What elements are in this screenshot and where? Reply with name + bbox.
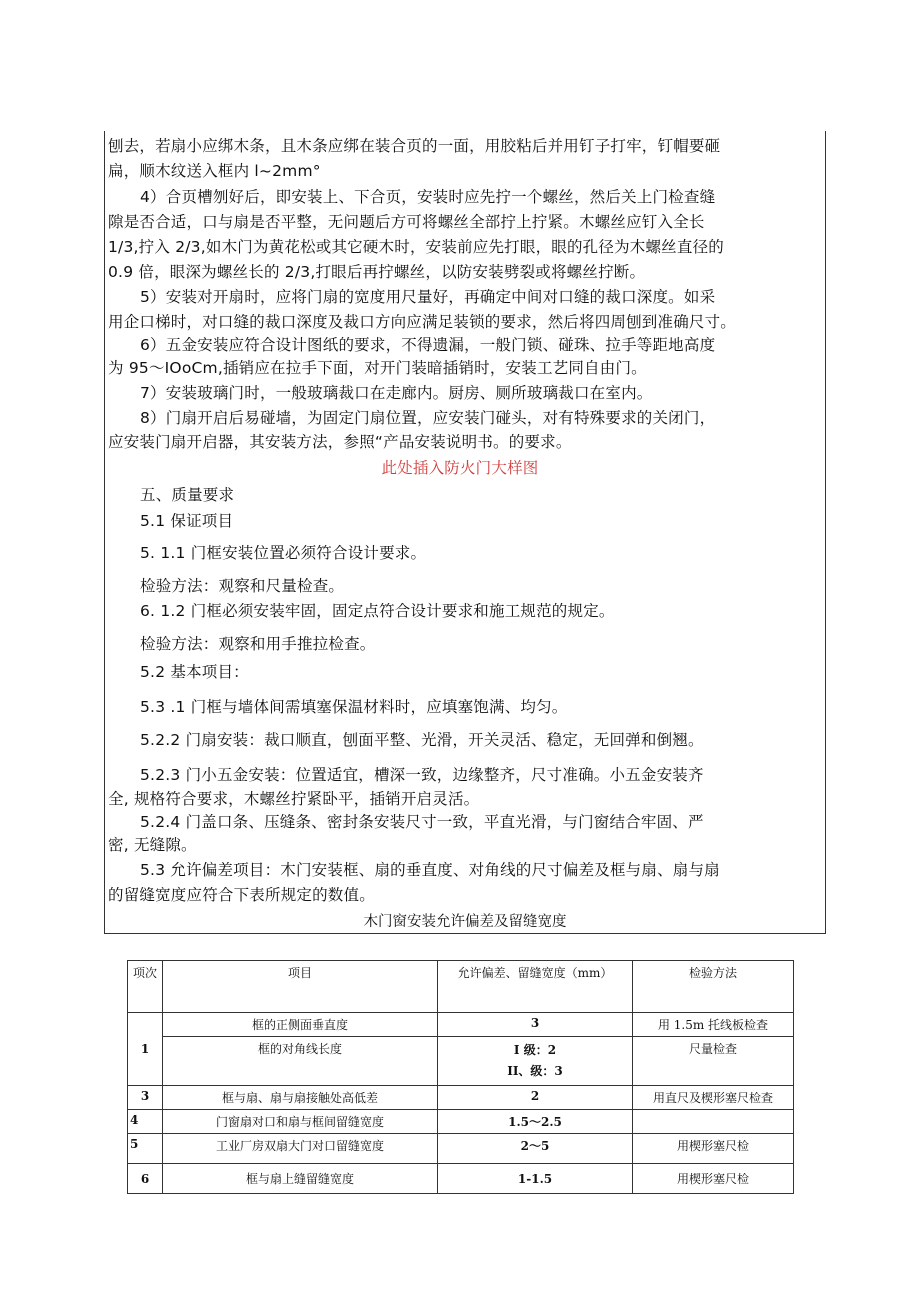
text-line: 8）门扇开启后易碰墙，为固定门扇位置，应安装门碰头，对有特殊要求的关闭门， xyxy=(140,409,716,427)
row-value: 1.5～2.5 xyxy=(438,1110,633,1134)
row-no: 4 xyxy=(128,1110,163,1134)
text-line: 应安装门扇开启器，其安装方法，参照“产品安装说明书。的要求。 xyxy=(108,433,572,451)
section-heading: 五、质量要求 xyxy=(140,486,235,504)
row-item: 框与扇上缝留缝宽度 xyxy=(163,1164,438,1194)
row-no: 1 xyxy=(128,1013,163,1086)
text-line: 7）安装玻璃门时，一般玻璃裁口在走廊内。厨房、厕所玻璃裁口在室内。 xyxy=(140,384,653,402)
text-line: 4）合页槽刎好后，即安装上、下合页，安装时应先拧一个螺丝，然后关上门检查缝 xyxy=(140,188,716,206)
table-row xyxy=(128,1134,794,1164)
text-line: 的留缝宽度应符合下表所规定的数值。 xyxy=(108,886,375,904)
text-line: 6. 1.2 门框必须安装牢固，固定点符合设计要求和施工规范的规定。 xyxy=(140,602,615,620)
text-line: 5.3 .1 门框与墙体间需填塞保温材料时，应填塞饱满、均匀。 xyxy=(140,698,568,716)
row-method: 用 1.5m 托线板检查 xyxy=(633,1013,794,1037)
figure-placeholder: 此处插入防火门大样图 xyxy=(381,459,539,477)
table-header-row xyxy=(128,961,794,1013)
row-value xyxy=(438,1037,633,1086)
text-line: 检验方法：观察和尺量检查。 xyxy=(140,577,345,595)
text-line: 检验方法：观察和用手推拉检查。 xyxy=(140,635,376,653)
text-line: 5.2 基本项目： xyxy=(140,663,249,681)
text-line: 5.2.3 门小五金安装：位置适宜，槽深一致，边缘整齐，尺寸准确。小五金安装齐 xyxy=(140,766,704,784)
row-value: 1-1.5 xyxy=(438,1164,633,1194)
row-method: 尺量检查 xyxy=(633,1037,794,1086)
text-line: 扁，顺木纹送入框内 l~2mm° xyxy=(108,162,321,180)
text-line: 5.3 允许偏差项目：木门安装框、扇的垂直度、对角线的尺寸偏差及框与扇、扇与扇 xyxy=(140,861,720,879)
header-item: 项目 xyxy=(163,961,438,1013)
row-value: 3 xyxy=(438,1013,633,1037)
text-line: 6）五金安装应符合设计图纸的要求，不得遗漏，一般门锁、碰珠、拉手等距地高度 xyxy=(140,336,716,354)
row-value: 2 xyxy=(438,1086,633,1110)
table-row xyxy=(128,1037,794,1086)
text-line: 为 95～IOoCm,插销应在拉手下面，对开门装暗插销时，安装工艺同自由门。 xyxy=(108,359,647,377)
row-item: 框的对角线长度 xyxy=(163,1037,438,1086)
table-caption: 木门窗安装允许偏差及留缝宽度 xyxy=(363,914,567,930)
row-method xyxy=(633,1110,794,1134)
text-line: 5.1 保证项目 xyxy=(140,512,234,530)
header-method: 检验方法 xyxy=(633,961,794,1013)
header-no: 项次 xyxy=(128,961,163,1013)
text-line: 5. 1.1 门框安装位置必须符合设计要求。 xyxy=(140,544,427,562)
row-item: 工业厂房双扇大门对口留缝宽度 xyxy=(163,1134,438,1164)
table-row xyxy=(128,1164,794,1194)
text-line: 刨去，若扇小应绑木条，且木条应绑在装合页的一面，用胶粘后并用钉子打牢，钉帽要砸 xyxy=(108,137,721,155)
text-line: 5.2.2 门扇安装：裁口顺直，刨面平整、光滑，开关灵活、稳定，无回弹和倒翘。 xyxy=(140,731,704,749)
text-line: 5）安装对开扇时，应将门扇的宽度用尺量好，再确定中间对口缝的裁口深度。如采 xyxy=(140,288,716,306)
table-row xyxy=(128,1086,794,1110)
text-line: 全, 规格符合要求，木螺丝拧紧卧平，插销开启灵活。 xyxy=(108,790,480,808)
row-no: 5 xyxy=(128,1134,163,1164)
text-line: 0.9 倍，眼深为螺丝长的 2/3,打眼后再拧螺丝，以防安装劈裂或将螺丝拧断。 xyxy=(108,263,646,281)
row-item: 框与扇、扇与扇接触处高低差 xyxy=(163,1086,438,1110)
row-item: 门窗扇对口和扇与框间留缝宽度 xyxy=(163,1110,438,1134)
row-item: 框的正侧面垂直度 xyxy=(163,1013,438,1037)
table-row xyxy=(128,1110,794,1134)
text-line: 隙是否合适，口与扇是否平整，无问题后方可将螺丝全部拧上拧紧。木螺丝应钉入全长 xyxy=(108,213,705,231)
row-no: 6 xyxy=(128,1164,163,1194)
tolerance-table xyxy=(127,960,794,1194)
table-row xyxy=(128,1013,794,1037)
row-value-grade1: I 级：2 xyxy=(513,1043,557,1057)
row-no: 3 xyxy=(128,1086,163,1110)
row-method: 用直尺及楔形塞尺检查 xyxy=(633,1086,794,1110)
row-value: 2～5 xyxy=(438,1134,633,1164)
text-line: 1/3,拧入 2/3,如木门为黄花松或其它硬木时，安装前应先打眼，眼的孔径为木螺丝直径的 xyxy=(108,238,724,256)
text-line: 密, 无缝隙。 xyxy=(108,836,197,854)
text-line: 用企口梯时，对口缝的裁口深度及裁口方向应满足装锁的要求，然后将四周刨到准确尺寸。 xyxy=(108,313,737,331)
row-value-grade2: II、级：3 xyxy=(507,1064,563,1078)
row-method: 用楔形塞尺检 xyxy=(633,1134,794,1164)
row-method: 用楔形塞尺检 xyxy=(633,1164,794,1194)
header-value: 允许偏差、留缝宽度（mm） xyxy=(438,961,633,1013)
text-line: 5.2.4 门盖口条、压缝条、密封条安装尺寸一致，平直光滑，与门窗结合牢固、严 xyxy=(140,813,704,831)
